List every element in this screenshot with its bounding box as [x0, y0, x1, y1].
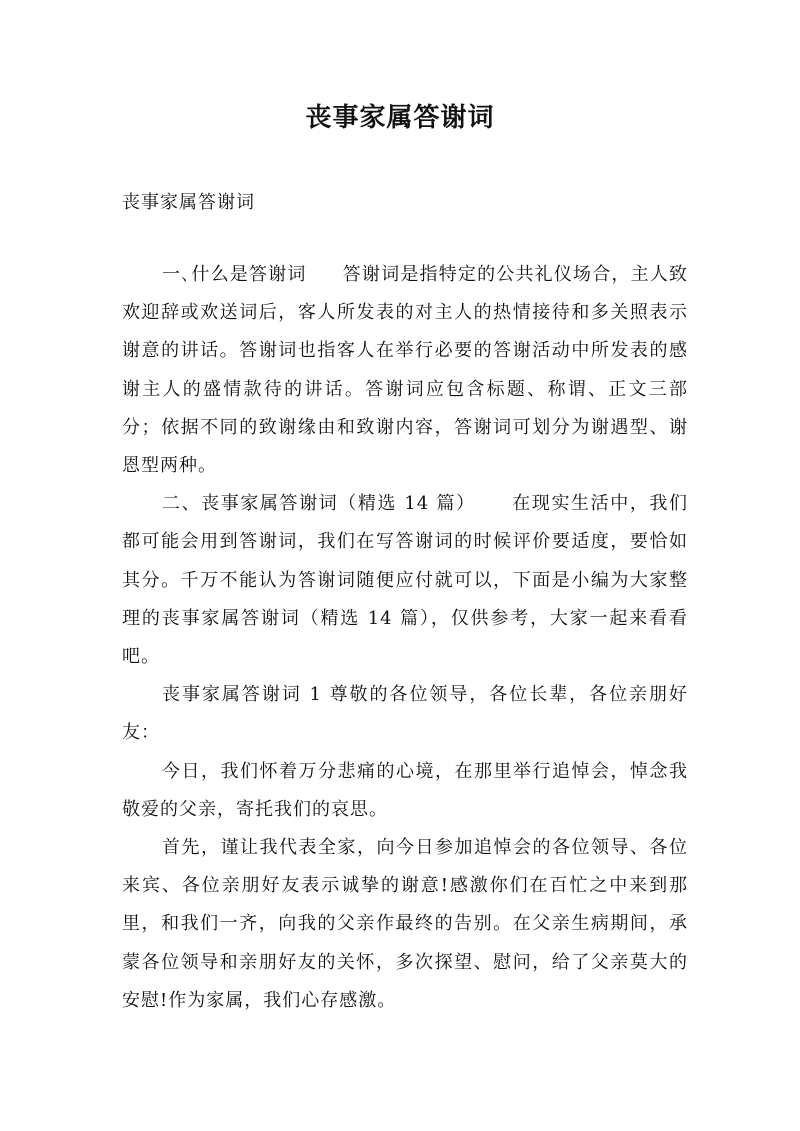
paragraph-text: 首先，谨让我代表全家，向今日参加追悼会的各位领导、各位来宾、各位亲朋好友表示诚挚的谢意!感激你们在百忙之中来到那里，和我们一齐，向我的父亲作最终的告别。在父亲生病期间，承蒙各位领导和亲朋好友的关怀，多次探望、慰问，给了父亲莫大的安慰!作为家属，我们心存感激。	[122, 837, 688, 1011]
paragraph-thanks	[122, 829, 688, 1020]
document-title: 丧事家属答谢词	[305, 103, 495, 133]
paragraph-intro	[122, 485, 688, 676]
paragraph-lead: 一､什么是答谢词	[162, 264, 307, 285]
paragraph-text: 答谢词是指特定的公共礼仪场合，主人致欢迎辞或欢送词后，客人所发表的对主人的热情接待和多关照表示谢意的讲话。答谢词也指客人在举行必要的答谢活动中所发表的感谢主人的盛情款待的讲话。答谢词应包含标题、称谓、正文三部分；依据不同的致谢缘由和致谢内容，答谢词可划分为谢遇型、谢恩型两种。	[122, 264, 689, 477]
paragraph-text: 丧事家属答谢词 1 尊敬的各位领导，各位长辈，各位亲朋好友：	[122, 684, 688, 744]
paragraph-lead: 二、丧事家属答谢词（精选 14 篇）	[162, 493, 476, 515]
paragraph-text: 今日，我们怀着万分悲痛的心境，在那里举行追悼会，悼念我敬爱的父亲，寄托我们的哀思。	[122, 760, 688, 820]
document-subtitle: 丧事家属答谢词	[122, 192, 255, 213]
paragraph-definition	[122, 256, 688, 485]
paragraph-text: 在现实生活中，我们都可能会用到答谢词，我们在写答谢词的时候评价要适度，要恰如其分。千万不能认为答谢词随便应付就可以，下面是小编为大家整理的丧事家属答谢词（精选 14 篇），仅供参考，大家一起来看看吧。	[122, 493, 688, 668]
paragraph-salutation	[122, 676, 688, 752]
document-body	[122, 256, 688, 1020]
paragraph-mourning	[122, 753, 688, 829]
